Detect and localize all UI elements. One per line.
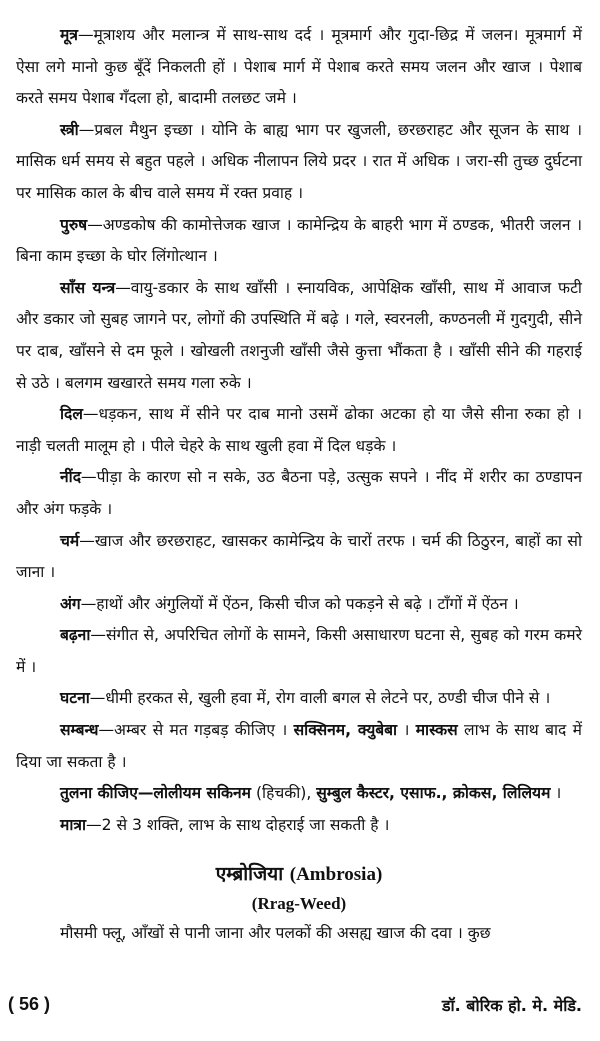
paragraph-aggravation xyxy=(16,620,582,683)
paragraph-text: —मूत्राशय और मलान्त्र में साथ-साथ दर्द । मूत्रमार्ग और गुदा-छिद्र में जलन। मूत्रमार्ग में ऐसा लगे मानो कुछ बूँदें निकलती हों । पेशाब मार्ग में पेशाब करते समय जलन और खाज । पेशाब करते समय पेशाब गँदला हो, बादामी तलछट जमे । xyxy=(16,26,582,108)
term-label: अंग xyxy=(60,594,81,613)
paragraph-male xyxy=(16,210,582,273)
section-title-hindi: एम्ब्रोजिया xyxy=(215,863,284,886)
paragraph-relationship xyxy=(16,715,582,778)
term-label: बढ़ना xyxy=(60,626,91,645)
paragraph-compare xyxy=(16,778,582,810)
paragraph-text: (हिचकी), xyxy=(250,784,317,803)
paragraph-text: । xyxy=(550,784,562,803)
running-title: डॉ. बोरिक हो. मे. मेडि. xyxy=(441,996,582,1015)
paragraph-text: —अम्बर से मत गड़बड़ कीजिए । xyxy=(98,721,294,740)
term-label: स्त्री xyxy=(60,120,79,139)
section-subtitle: (Rrag-Weed) xyxy=(251,894,347,914)
paragraph-section-intro: मौसमी फ्लू, आँखों से पानी जाना और पलकों की असह्य खाज की दवा । कुछ xyxy=(60,924,491,943)
term-label: मूत्र xyxy=(60,26,78,44)
paragraph-skin xyxy=(16,526,582,589)
paragraph-urinary xyxy=(16,20,582,115)
paragraph-female xyxy=(16,115,582,210)
paragraph-text: —धीमी हरकत से, खुली हवा में, रोग वाली बगल से लेटने पर, ठण्डी चीज पीने से । xyxy=(89,689,551,708)
paragraph-text: —पीड़ा के कारण सो न सके, उठ बैठना पड़े, उत्सुक सपने । नींद में शरीर का ठण्डापन और अंग फड़के । xyxy=(16,468,582,518)
paragraph-text: —हाथों और अंगुलियों में ऐंठन, किसी चीज को पकड़ने से बढ़े । टाँगों में ऐंठन । xyxy=(80,594,519,613)
page-number: ( 56 ) xyxy=(8,994,51,1014)
term-label: साँस यन्त्र xyxy=(60,278,116,297)
term-label: दिल xyxy=(60,405,83,424)
paragraph-text: —संगीत से, अपरिचित लोगों के सामने, किसी असाधारण घटना से, सुबह को गरम कमरे में । xyxy=(16,626,582,676)
paragraph-text: —अण्डकोष की कामोत्तेजक खाज । कामेन्द्रिय के बाहरी भाग में ठण्डक, भीतरी जलन । बिना काम इच्छा के घोर लिंगोत्थान । xyxy=(16,215,582,266)
paragraph-text: लाभ के साथ बाद में दिया जा सकता है । xyxy=(16,721,582,771)
page-content xyxy=(16,20,582,950)
term-label: नींद xyxy=(60,468,81,487)
remedy-names: सुम्बुल कैस्टर, एसाफ., क्रोकस, लिलियम xyxy=(316,784,551,803)
paragraph-text: —प्रबल मैथुन इच्छा । योनि के बाह्य भाग पर खुजली, छरछराहट और सूजन के साथ । मासिक धर्म समय से बहुत पहले । अधिक नीलापन लिये प्रदर । रात में अधिक । जरा-सी तुच्छ दुर्घटना पर मासिक काल के बीच वाले समय में रक्त प्रवाह । xyxy=(16,120,582,202)
paragraph-dose xyxy=(16,810,582,842)
paragraph-text: —धड़कन, साथ में सीने पर दाब मानो उसमें ढोका अटका हो या जैसे सीना रुका हो । नाड़ी चलती मालूम हो । पीले चेहरे के साथ खुली हवा में दिल धड़के । xyxy=(16,405,582,455)
paragraph-heart xyxy=(16,399,582,462)
term-label: घटना xyxy=(60,689,90,708)
term-label: पुरुष xyxy=(60,215,88,234)
term-label: सम्बन्ध xyxy=(60,721,99,740)
paragraph-text: —2 से 3 शक्ति, लाभ के साथ दोहराई जा सकती है । xyxy=(86,815,390,834)
paragraph-respiratory xyxy=(16,273,582,399)
paragraph-amelioration xyxy=(16,683,582,715)
term-label: मात्रा xyxy=(60,815,87,834)
remedy-name: मास्कस xyxy=(415,721,458,740)
section-title-latin: (Ambrosia) xyxy=(289,864,383,886)
term-label: तुलना कीजिए—लोलीयम सकिनम xyxy=(60,784,251,803)
page-footer xyxy=(8,994,582,1024)
paragraph-text: —खाज और छरछराहट, खासकर कामेन्द्रिय के चारों तरफ । चर्म की ठिठुरन, बाहों का सो जाना । xyxy=(16,531,582,582)
paragraph-sleep xyxy=(16,462,582,525)
term-label: चर्म xyxy=(60,531,80,550)
remedy-names: सक्सिनम, क्युबेबा xyxy=(293,721,398,740)
paragraph-text: —वायु-डकार के साथ खाँसी । स्नायविक, आपेक्षिक खाँसी, साथ में आवाज फटी और डकार जो सुबह जागने पर, लोगों की उपस्थिति में बढ़े । गले, स्वरनली, कण्ठनली में गुदगुदी, सीने पर दाब, खाँसने से दम फूले । खोखली तशनुजी खाँसी जैसे कुत्ता भौंकता है । खाँसी सीने की गहराई से उठे । बलगम खखारते समय गला रुके । xyxy=(16,278,582,392)
section-title xyxy=(16,859,582,890)
paragraph-limbs xyxy=(16,589,582,621)
paragraph-text: । xyxy=(397,721,416,740)
